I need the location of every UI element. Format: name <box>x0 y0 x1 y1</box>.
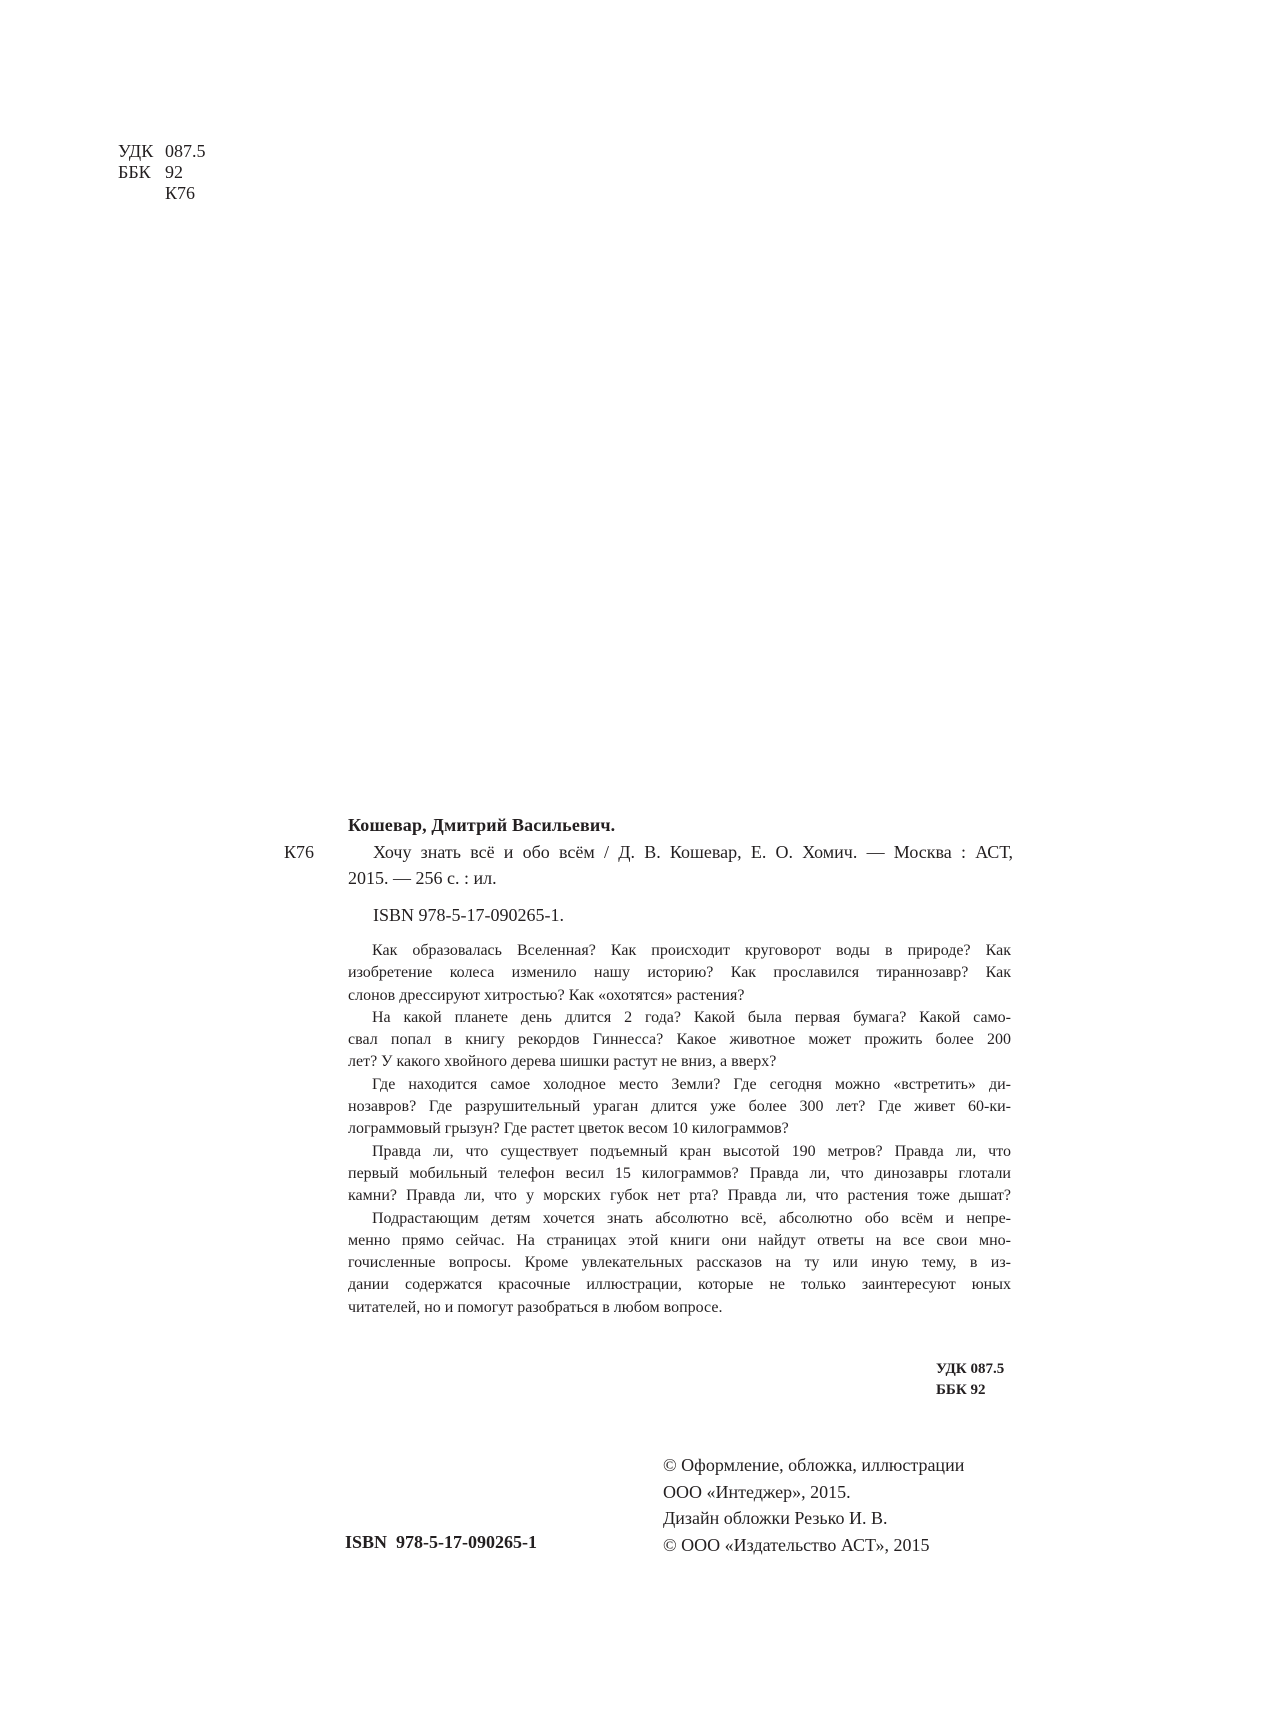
annotation-line: изобретение колеса изменило нашу историю? Как прославился тираннозавр? Как <box>348 964 1011 982</box>
udk-label: УДК <box>118 141 154 161</box>
copyright-notices <box>663 1452 964 1558</box>
record-title-line-2: 2015. — 256 с. : ил. <box>348 868 497 888</box>
annotation-line: первый мобильный телефон весил 15 килограммов? Правда ли, что динозавры глотали <box>348 1164 1011 1182</box>
copyright-line: © ООО «Издательство АСТ», 2015 <box>663 1534 930 1555</box>
record-author: Кошевар, Дмитрий Васильевич. <box>348 815 616 835</box>
record-cutter-mark: К76 <box>284 842 315 862</box>
classification-codes-bottom <box>936 1359 1004 1401</box>
isbn-bottom: ISBN 978-5-17-090265-1 <box>345 1532 537 1552</box>
annotation-line: свал попал в книгу рекордов Гиннесса? Какое животное может прожить более 200 <box>348 1031 1011 1049</box>
annotation <box>348 940 1011 1319</box>
copyright-line: Дизайн обложки Резько И. В. <box>663 1508 888 1528</box>
annotation-line: Подрастающим детям хочется знать абсолютно всё, абсолютно обо всём и непре- <box>372 1209 1011 1227</box>
annotation-line: гочисленные вопросы. Кроме увлекательных рассказов на ту или иную тему, в из- <box>348 1254 1011 1272</box>
classification-codes-top <box>118 141 206 204</box>
annotation-line: Правда ли, что существует подъемный кран высотой 190 метров? Правда ли, что <box>372 1142 1011 1160</box>
annotation-line: лограммовый грызун? Где растет цветок весом 10 килограммов? <box>348 1120 789 1138</box>
bbk-value: 92 <box>165 162 183 182</box>
annotation-line: Где находится самое холодное место Земли? Где сегодня можно «встретить» ди- <box>372 1075 1011 1093</box>
annotation-line: читателей, но и помогут разобраться в любом вопросе. <box>348 1298 723 1316</box>
udk-code: УДК 087.5 <box>936 1361 1005 1377</box>
bbk-label: ББК <box>118 162 151 182</box>
copyright-line: © Оформление, обложка, иллюстрации <box>663 1455 965 1475</box>
annotation-line: камни? Правда ли, что у морских губок нет рта? Правда ли, что растения тоже дышат? <box>348 1187 1011 1205</box>
annotation-line: лет? У какого хвойного дерева шишки растут не вниз, а вверх? <box>348 1053 777 1071</box>
copyright-line: ООО «Интеджер», 2015. <box>663 1481 851 1502</box>
annotation-line: дании содержатся красочные иллюстрации, которые не только заинтересуют юных <box>348 1276 1011 1294</box>
udk-value: 087.5 <box>165 141 206 161</box>
bbk-code: ББК 92 <box>936 1382 986 1398</box>
record-isbn: ISBN 978-5-17-090265-1. <box>373 905 564 925</box>
annotation-line: На какой планете день длится 2 года? Какой была первая бумага? Какой само- <box>372 1008 1011 1026</box>
annotation-line: нозавров? Где разрушительный ураган длится уже более 300 лет? Где живет 60-ки- <box>348 1098 1011 1116</box>
bbk-row <box>118 162 206 183</box>
author-cutter-mark: К76 <box>165 183 196 203</box>
udk-row <box>118 141 206 162</box>
record-title-line-1: Хочу знать всё и обо всём / Д. В. Кошевар, Е. О. Хомич. — Москва : АСТ, <box>373 842 1013 862</box>
annotation-line: Как образовалась Вселенная? Как происходит круговорот воды в природе? Как <box>372 942 1011 959</box>
annotation-line: менно прямо сейчас. На страницах этой книги они найдут ответы на все свои мно- <box>348 1231 1011 1249</box>
annotation-line: слонов дрессируют хитростью? Как «охотятся» растения? <box>348 986 745 1004</box>
